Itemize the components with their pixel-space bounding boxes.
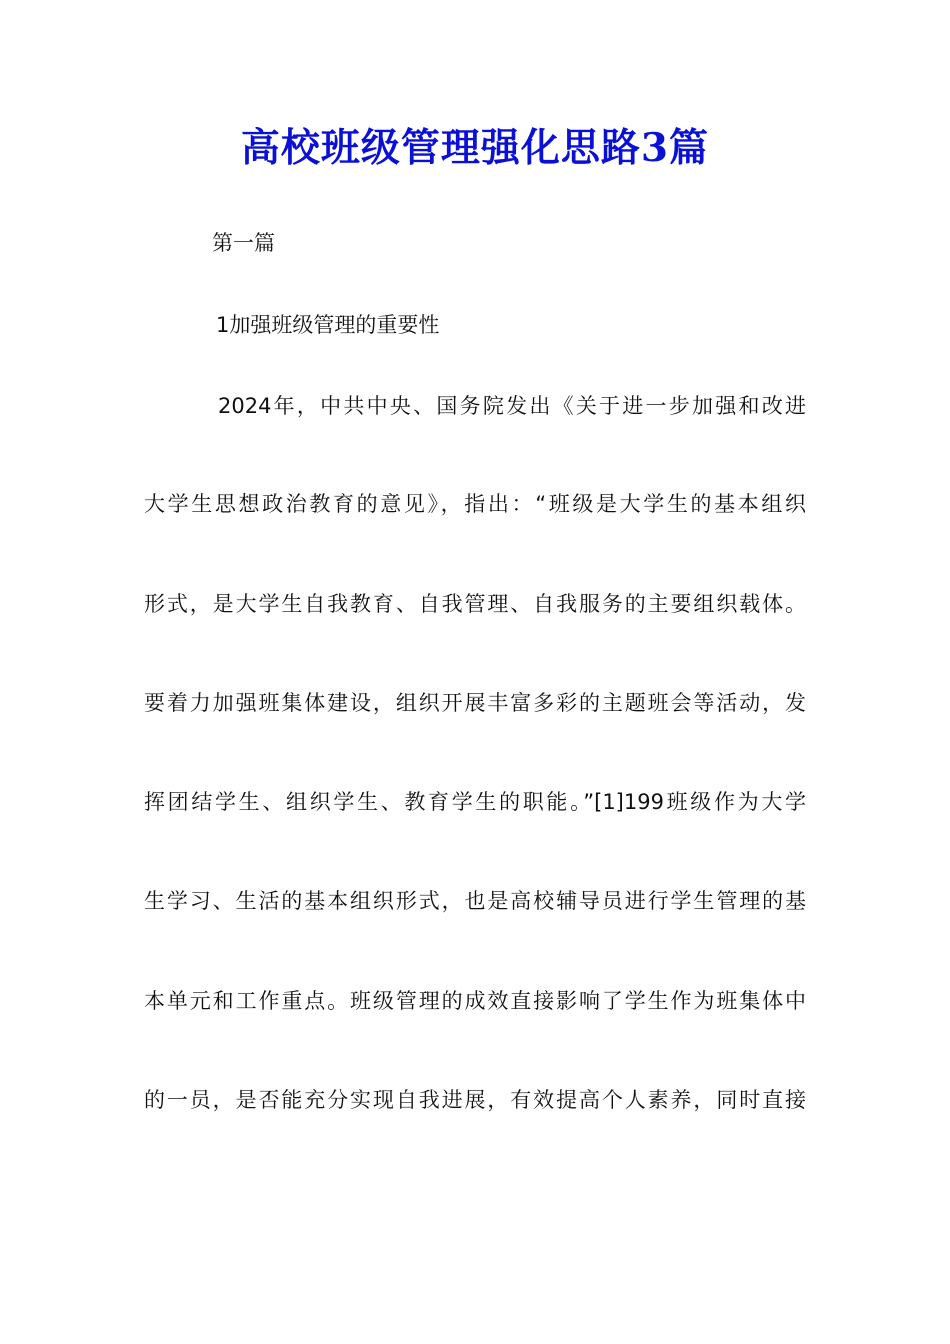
document-title: 高校班级管理强化思路3篇	[240, 125, 710, 171]
paragraph-line: 2024年，中共中央、国务院发出《关于进一步加强和改进	[218, 394, 806, 418]
paragraph-line: 形式，是大学生自我教育、自我管理、自我服务的主要组织载体。	[144, 592, 806, 616]
paragraph-line: 大学生思想政治教育的意见》，指出：“班级是大学生的基本组织	[144, 492, 806, 516]
section-heading: 1加强班级管理的重要性	[216, 313, 440, 337]
paragraph-line: 本单元和工作重点。班级管理的成效直接影响了学生作为班集体中	[144, 989, 806, 1013]
paragraph-line: 要着力加强班集体建设，组织开展丰富多彩的主题班会等活动，发	[144, 691, 806, 715]
paragraph-line: 挥团结学生、组织学生、教育学生的职能。”[1]199班级作为大学	[144, 790, 806, 814]
paragraph-line: 的一员，是否能充分实现自我进展，有效提高个人素养，同时直接	[144, 1088, 806, 1112]
section-label: 第一篇	[212, 231, 275, 255]
paragraph-line: 生学习、生活的基本组织形式，也是高校辅导员进行学生管理的基	[144, 889, 806, 913]
